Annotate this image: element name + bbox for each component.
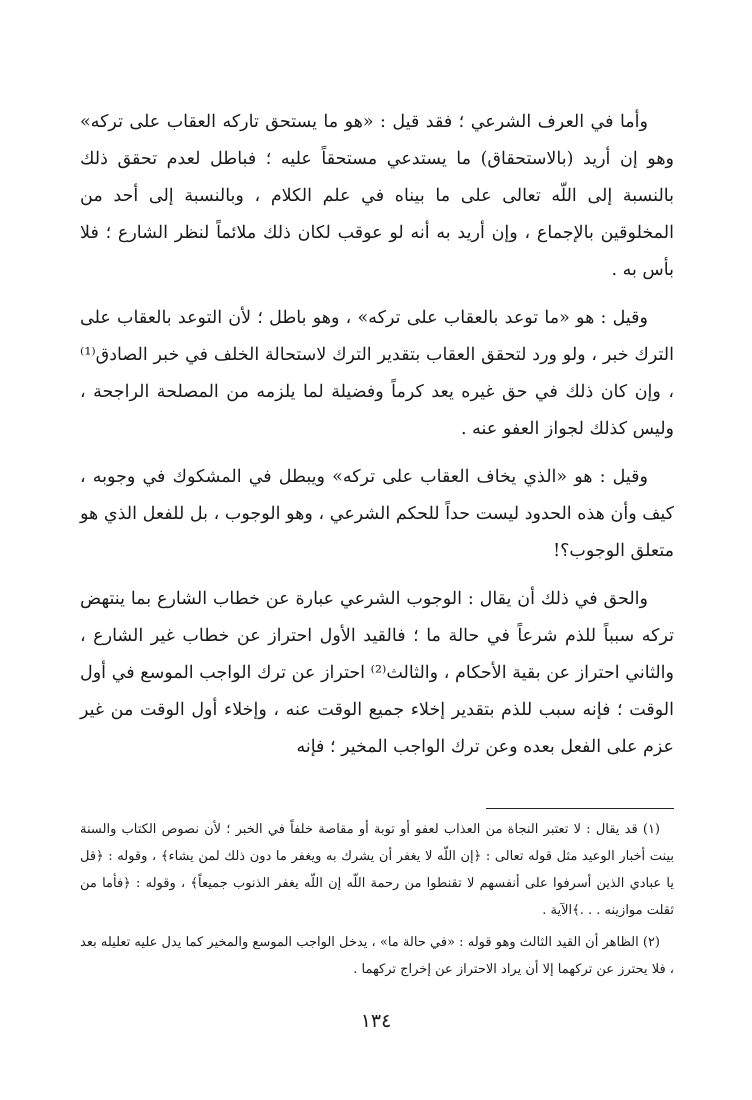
footnotes	[80, 816, 674, 988]
paragraph-3: وقيل : هو «الذي يخاف العقاب على تركه» ويبطل في المشكوك في وجوبه ، كيف وأن هذه الحدود ليست حداً للحكم الشرعي ، وهو الوجوب ، بل للفعل الذي هو متعلق الوجوب؟!	[80, 467, 674, 561]
main-text	[80, 104, 674, 777]
paragraph-4: والحق في ذلك أن يقال : الوجوب الشرعي عبارة عن خطاب الشارع بما ينتهض تركه سبباً للذم شرعاً في حالة ما ؛ فالقيد الأول احتراز عن خطاب غير الشارع ، والثاني احتراز عن بقية الأحكام ، والثالث⁽²⁾ احتراز عن ترك الواجب الموسع في أول الوقت ؛ فإنه سبب للذم بتقدير إخلاء جميع الوقت عنه ، وإخلاء أول الوقت من غير عزم على الفعل بعده وعن ترك الواجب المخير ؛ فإنه	[80, 589, 674, 757]
paragraph-1: وأما في العرف الشرعي ؛ فقد قيل : «هو ما يستحق تاركه العقاب على تركه» وهو إن أريد (بالاستحقاق) ما يستدعي مستحقاً عليه ؛ فباطل لعدم تحقق ذلك بالنسبة إلى اللّه تعالى على ما بيناه في علم الكلام ، وبالنسبة إلى أحد من المخلوقين بالإجماع ، وإن أريد به أنه لو عوقب لكان ذلك ملائماً لنظر الشارع ؛ فلا بأس به .	[80, 112, 674, 280]
footnote-1: (١) قد يقال : لا تعتبر النجاة من العذاب لعفو أو توبة أو مقاصة خلفاً في الخبر ؛ لأن نصوص الكتاب والسنة بينت أخبار الوعيد مثل قوله تعالى : ﴿إن اللّه لا يغفر أن يشرك به ويغفر ما دون ذلك لمن يشاء﴾ ، وقوله : ﴿قل يا عبادي الذين أسرفوا على أنفسهم لا تقنطوا من رحمة اللّه إن اللّه يغفر الذنوب جميعاً﴾ ، وقوله : ﴿فأما من ثقلت موازينه . . .﴾الآية .	[80, 822, 674, 918]
footnote-2: (٢) الظاهر أن القيد الثالث وهو قوله : «في حالة ما» ، يدخل الواجب الموسع والمخير كما يدل عليه تعليله بعد ، فلا يحترز عن تركهما إلا أن يراد الاحتراز عن إخراج تركهما .	[80, 935, 674, 977]
footnote-separator	[486, 808, 674, 809]
page-number: ١٣٤	[360, 1010, 392, 1032]
paragraph-2: وقيل : هو «ما توعد بالعقاب على تركه» ، وهو باطل ؛ لأن التوعد بالعقاب على الترك خبر ، ولو ورد لتحقق العقاب بتقدير الترك لاستحالة الخلف في خبر الصادق⁽¹⁾ ، وإن كان ذلك في حق غيره يعد كرماً وفضيلة لما يلزمه من المصلحة الراجحة ، وليس كذلك لجواز العفو عنه .	[80, 308, 674, 439]
